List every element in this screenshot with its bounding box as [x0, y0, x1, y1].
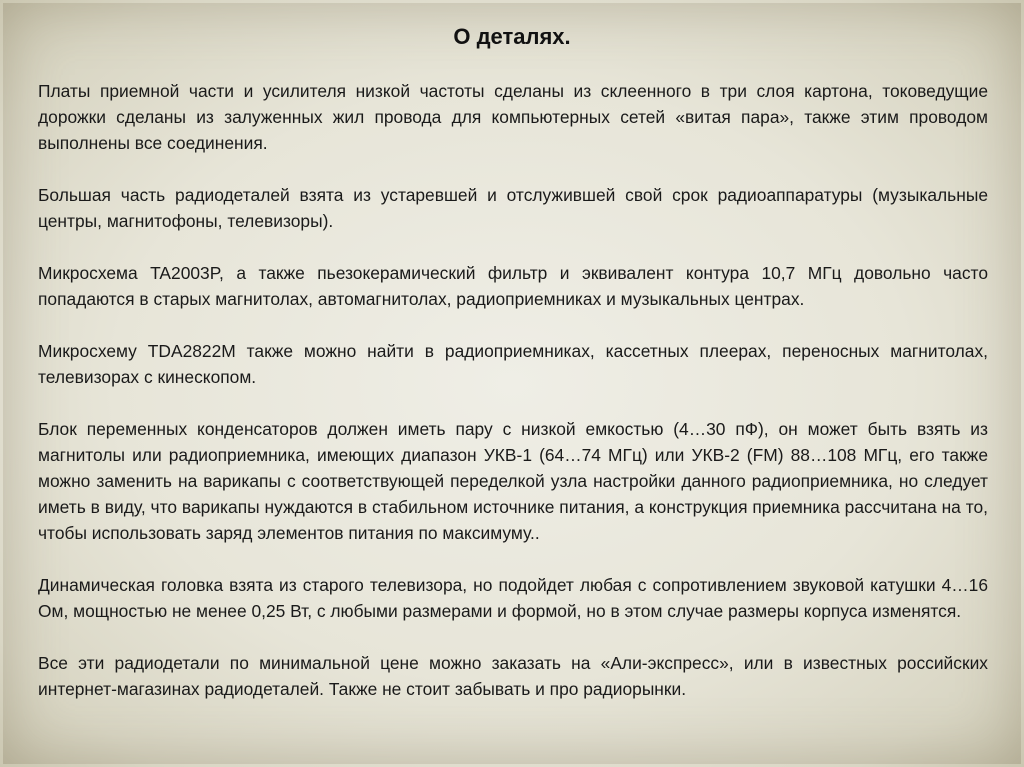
slide-body [38, 78, 988, 702]
paragraph-speaker: Динамическая головка взята из старого телевизора, но подойдет любая с сопротивлением звуковой катушки 4…16 Ом, мощностью не менее 0,25 Вт, с любыми размерами и формой, но в этом случае размеры корпуса изменятся. [38, 575, 988, 621]
slide-title: О деталях. [453, 24, 571, 49]
paragraph-boards: Платы приемной части и усилителя низкой частоты сделаны из склеенного в три слоя картона, токоведущие дорожки сделаны из залуженных жил провода для компьютерных сетей «витая пара», также этим проводом выполнены все соединения. [38, 81, 988, 153]
paragraph-salvaged-parts: Большая часть радиодеталей взята из устаревшей и отслужившей свой срок радиоаппаратуры (музыкальные центры, магнитофоны, телевизоры). [38, 185, 988, 231]
paragraph-ta2003p: Микросхема TA2003P, а также пьезокерамический фильтр и эквивалент контура 10,7 МГц довольно часто попадаются в старых магнитолах, автомагнитолах, радиоприемниках и музыкальных центрах. [38, 263, 988, 309]
paragraph-tda2822m: Микросхему TDA2822M также можно найти в радиоприемниках, кассетных плеерах, переносных магнитолах, телевизорах с кинескопом. [38, 341, 988, 387]
paragraph-variable-capacitors: Блок переменных конденсаторов должен иметь пару с низкой емкостью (4…30 пФ), он может быть взять из магнитолы или радиоприемника, имеющих диапазон УКВ-1 (64…74 МГц) или УКВ-2 (FM) 88…108 МГц, его также можно заменить на варикапы с соответствующей переделкой узла настройки данного радиоприемника, но следует иметь в виду, что варикапы нуждаются в стабильном источнике питания, а конструкция приемника рассчитана на то, чтобы использовать заряд элементов питания по максимуму.. [38, 419, 988, 543]
paragraph-where-to-buy: Все эти радиодетали по минимальной цене можно заказать на «Али-экспресс», или в известных российских интернет-магазинах радиодеталей. Также не стоит забывать и про радиорынки. [38, 653, 988, 699]
